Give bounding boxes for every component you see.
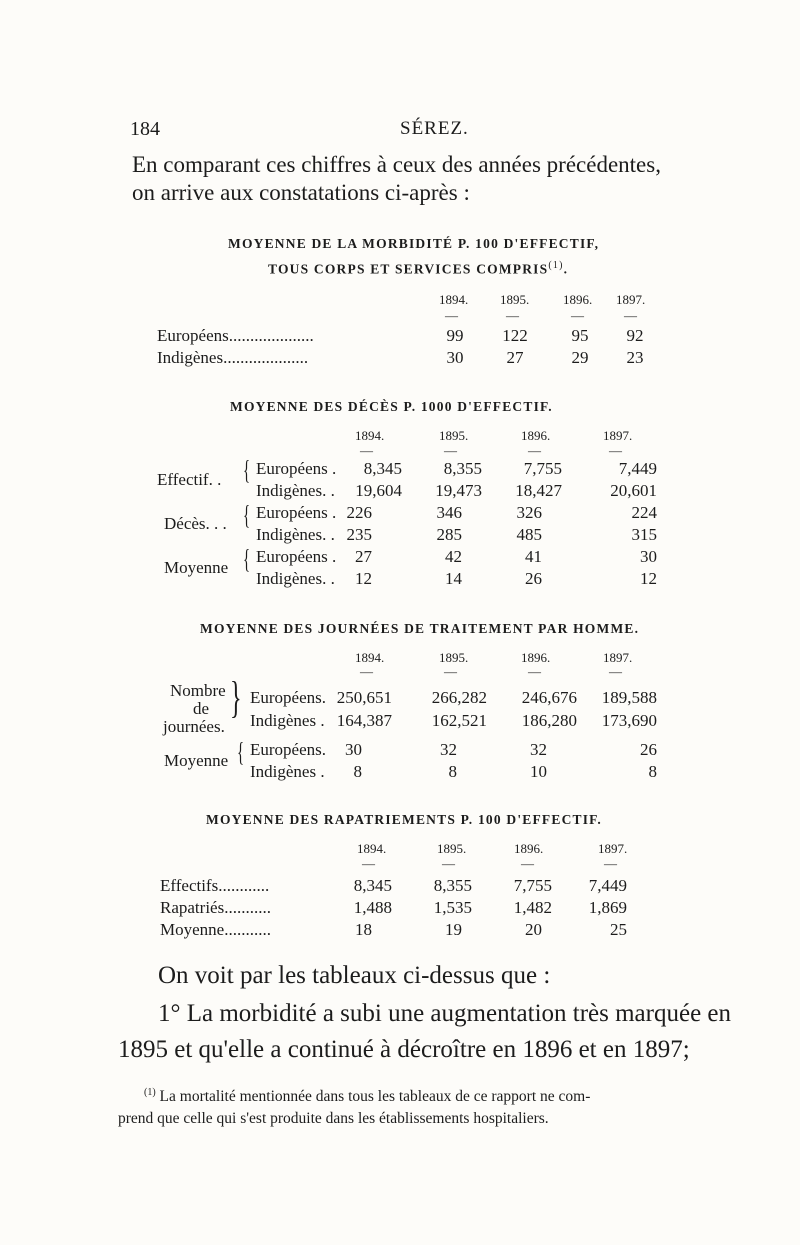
table3-group-label: journées.	[163, 717, 225, 736]
table2-row-label: Européens .	[256, 503, 337, 522]
table-cell: 99	[446, 326, 464, 345]
table1-row-label: Indigènes....................	[157, 348, 309, 367]
table-cell: 30	[446, 348, 464, 367]
table-cell: 26	[640, 740, 657, 759]
page-number: 184	[130, 118, 160, 140]
table-cell: 30	[640, 547, 657, 566]
table-cell: 346	[436, 503, 462, 522]
table-cell: 8,345	[353, 876, 392, 895]
table1-title-line1: MOYENNE DE LA MORBIDITÉ P. 100 D'EFFECTIF,	[228, 236, 600, 251]
table1-year: 1896.	[563, 292, 593, 307]
table-cell: 19,604	[355, 481, 402, 500]
table-cell: 8,355	[433, 876, 472, 895]
table-cell: 485	[516, 525, 542, 544]
table-cell: 20,601	[610, 481, 657, 500]
brace: }	[230, 673, 242, 722]
table-cell: 162,521	[431, 711, 487, 730]
table-cell: 32	[440, 740, 457, 759]
table-cell: 189,588	[601, 688, 657, 707]
year-dash: —	[362, 856, 375, 871]
table-cell: 14	[445, 569, 462, 588]
table-cell: 315	[631, 525, 657, 544]
year-dash: —	[442, 856, 455, 871]
footnote-line-1: $^{(1)}$ La mortalité mentionnée dans tous les tableaux de ce rapport ne com-	[144, 1087, 591, 1106]
table-cell: 19	[445, 920, 462, 939]
year-dash: —	[609, 443, 622, 458]
year-dash: —	[445, 308, 458, 323]
table4-title: MOYENNE DES RAPATRIEMENTS P. 100 D'EFFECTIF.	[206, 812, 602, 827]
table2-year: 1897.	[603, 428, 633, 443]
year-dash: —	[624, 308, 637, 323]
table1-year: 1897.	[616, 292, 646, 307]
table1-year: 1895.	[500, 292, 530, 307]
brace: {	[243, 500, 251, 530]
table-cell: 1,535	[433, 898, 472, 917]
year-dash: —	[528, 443, 541, 458]
table-cell: 30	[345, 740, 362, 759]
table3-year: 1896.	[521, 650, 551, 665]
table3-title: MOYENNE DES JOURNÉES DE TRAITEMENT PAR HOMME.	[200, 621, 640, 636]
table-cell: 12	[355, 569, 372, 588]
brace: {	[243, 544, 251, 574]
table-cell: 32	[530, 740, 547, 759]
table-cell: 186,280	[521, 711, 577, 730]
table-cell: 164,387	[336, 711, 392, 730]
table2-title: MOYENNE DES DÉCÈS P. 1000 D'EFFECTIF.	[230, 399, 553, 414]
table-cell: 12	[640, 569, 657, 588]
conclusion-line-3: 1895 et qu'elle a continué à décroître en 1896 et en 1897;	[118, 1036, 690, 1063]
table2-row-label: Indigènes. .	[256, 525, 335, 544]
table2-row-label: Indigènes. .	[256, 481, 335, 500]
table4-row-label: Rapatriés...........	[160, 898, 271, 917]
table3-year: 1895.	[439, 650, 469, 665]
table-cell: 18	[355, 920, 372, 939]
table-cell: 285	[436, 525, 462, 544]
table1-year: 1894.	[439, 292, 469, 307]
table2-group-label: Décès. . .	[164, 514, 227, 533]
table4-row-label: Effectifs............	[160, 876, 270, 895]
table-cell: 8	[648, 762, 657, 781]
table3-group-label: Nombre	[170, 681, 226, 700]
table2-year: 1895.	[439, 428, 469, 443]
conclusion-line-1: On voit par les tableaux ci-dessus que :	[158, 962, 551, 989]
table-cell: 26	[525, 569, 542, 588]
year-dash: —	[444, 443, 457, 458]
table-cell: 250,651	[336, 688, 392, 707]
table-cell: 224	[631, 503, 657, 522]
table3-row-label: Indigènes .	[250, 762, 325, 781]
table-cell: 42	[445, 547, 462, 566]
table4-year: 1897.	[598, 841, 628, 856]
table-cell: 1,488	[353, 898, 392, 917]
table3-row-label: Européens.	[250, 740, 327, 759]
table-cell: 8,355	[443, 459, 482, 478]
brace: {	[237, 737, 245, 767]
table-cell: 8,345	[363, 459, 402, 478]
table-cell: 7,755	[513, 876, 552, 895]
table-cell: 20	[525, 920, 542, 939]
year-dash: —	[604, 856, 617, 871]
table3-group-label: de	[193, 699, 210, 718]
intro-line-1: En comparant ces chiffres à ceux des années précédentes,	[132, 152, 661, 177]
table-cell: 25	[610, 920, 627, 939]
table-cell: 173,690	[601, 711, 657, 730]
year-dash: —	[521, 856, 534, 871]
table-cell: 41	[525, 547, 542, 566]
conclusion-line-2: 1° La morbidité a subi une augmentation très marquée en	[158, 1000, 732, 1027]
table4-row-label: Moyenne...........	[160, 920, 271, 939]
year-dash: —	[571, 308, 584, 323]
table1-row-label: Européens....................	[157, 326, 314, 345]
year-dash: —	[360, 443, 373, 458]
table-cell: 7,449	[588, 876, 627, 895]
table-cell: 18,427	[515, 481, 562, 500]
table-cell: 29	[571, 348, 589, 367]
table2-group-label: Moyenne	[164, 558, 229, 577]
table-cell: 246,676	[521, 688, 577, 707]
year-dash: —	[444, 664, 457, 679]
year-dash: —	[360, 664, 373, 679]
table-cell: 10	[530, 762, 547, 781]
table-cell: 27	[355, 547, 372, 566]
year-dash: —	[609, 664, 622, 679]
table2-row-label: Européens .	[256, 459, 337, 478]
table2-year: 1894.	[355, 428, 385, 443]
table4-year: 1895.	[437, 841, 467, 856]
table3-group-label: Moyenne	[164, 751, 229, 770]
footnote-marker: (1)	[144, 1087, 156, 1098]
table3-row-label: Européens.	[250, 688, 327, 707]
table-cell: 326	[516, 503, 542, 522]
table-cell: 122	[502, 326, 528, 345]
table2-group-label: Effectif. .	[157, 470, 222, 489]
table-cell: 92	[626, 326, 644, 345]
table4-year: 1896.	[514, 841, 544, 856]
brace: {	[243, 455, 251, 485]
running-header: SÉREZ.	[400, 118, 469, 139]
table3-row-label: Indigènes .	[250, 711, 325, 730]
table-cell: 226	[346, 503, 372, 522]
table-cell: 8	[353, 762, 362, 781]
table-cell: 235	[346, 525, 372, 544]
table-cell: 23	[626, 348, 644, 367]
table2-year: 1896.	[521, 428, 551, 443]
year-dash: —	[528, 664, 541, 679]
table-cell: 1,869	[588, 898, 627, 917]
table-cell: 95	[571, 326, 589, 345]
footnote-line-2: prend que celle qui s'est produite dans les établissements hospitaliers.	[118, 1110, 549, 1127]
table-cell: 27	[506, 348, 524, 367]
table-cell: 7,755	[523, 459, 562, 478]
table2-row-label: Indigènes. .	[256, 569, 335, 588]
table3-year: 1897.	[603, 650, 633, 665]
table3-year: 1894.	[355, 650, 385, 665]
table2-row-label: Européens .	[256, 547, 337, 566]
intro-line-2: on arrive aux constatations ci-après :	[132, 180, 470, 205]
table-cell: 266,282	[431, 688, 487, 707]
table4-year: 1894.	[357, 841, 387, 856]
year-dash: —	[506, 308, 519, 323]
table-cell: 1,482	[513, 898, 552, 917]
table-cell: 19,473	[435, 481, 482, 500]
table-cell: 7,449	[618, 459, 657, 478]
footnote-reference: (1)	[548, 260, 564, 271]
table1-title-line2: TOUS CORPS ET SERVICES COMPRIS$^{(1)}$.	[268, 260, 569, 277]
table-cell: 8	[448, 762, 457, 781]
